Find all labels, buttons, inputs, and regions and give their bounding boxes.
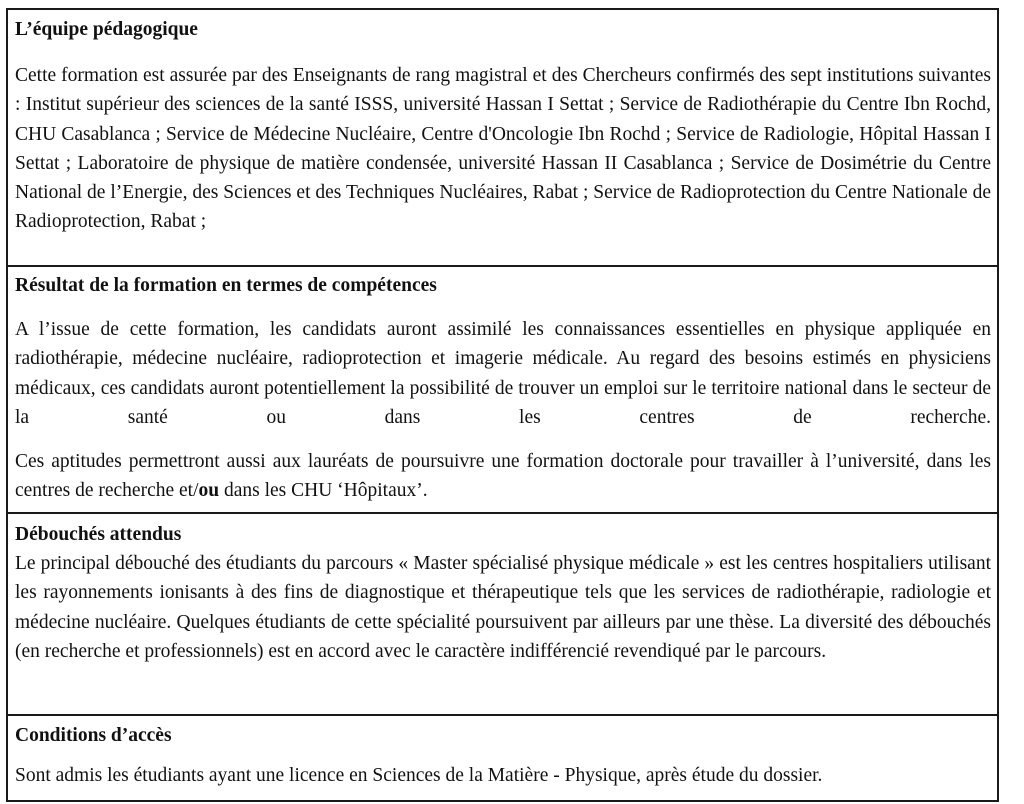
document-table	[6, 8, 999, 802]
section-title-debouches: Débouchés attendus	[15, 524, 182, 545]
section-equipe-pedagogique	[8, 10, 997, 267]
section-resultat-formation	[8, 267, 997, 514]
resultat-text-after: dans les CHU ‘Hôpitaux’.	[219, 480, 428, 502]
section-body-equipe: Cette formation est assurée par des Enseignants de rang magistral et des Chercheurs confirmés des sept institutions suivantes : Institut supérieur des sciences de la santé ISSS, université Hassan I Settat ; Service de Radiothérapie du Centre Ibn Rochd, CHU Casablanca ; Service de Médecine Nucléaire, Centre d'Oncologie Ibn Rochd ; Service de Radiologie, Hôpital Hassan I Settat ; Laboratoire de physique de matière condensée, université Hassan II Casablanca ; Service de Dosimétrie du Centre National de l’Energie, des Sciences et des Techniques Nucléaires, Rabat ; Service de Radioprotection du Centre Nationale de Radioprotection, Rabat ;	[15, 65, 991, 233]
section-title-resultat: Résultat de la formation en termes de compétences	[15, 275, 437, 296]
section-body-resultat-part2	[15, 447, 991, 506]
resultat-text-bold: ou	[198, 480, 220, 502]
section-title-equipe: L’équipe pédagogique	[15, 19, 198, 40]
section-body-debouches: Le principal débouché des étudiants du parcours « Master spécialisé physique médicale » est les centres hospitaliers utilisant les rayonnements ionisants à des fins de diagnostique et thérapeutique tels que les services de radiothérapie, radiologie et médecine nucléaire. Quelques étudiants de cette spécialité poursuivent par ailleurs par une thèse. La diversité des débouchés (en recherche et professionnels) est en accord avec le caractère indifférencié revendiqué par le parcours.	[15, 553, 991, 662]
section-debouches-attendus	[8, 514, 997, 716]
section-title-conditions: Conditions d’accès	[15, 725, 172, 746]
resultat-text-before: Ces aptitudes permettront aussi aux lauréats de poursuivre une formation doctorale pour travailler à l’université, dans les centres de recherche et/	[15, 451, 991, 502]
section-body-resultat-part1: A l’issue de cette formation, les candidats auront assimilé les connaissances essentielles en physique appliquée en radiothérapie, médecine nucléaire, radioprotection et imagerie médicale. Au regard des besoins estimés en physiciens médicaux, ces candidats auront potentiellement la possibilité de trouver un emploi sur le territoire national dans le secteur de la santé ou dans les centres de recherche.	[15, 319, 991, 428]
section-body-conditions: Sont admis les étudiants ayant une licence en Sciences de la Matière - Physique, après étude du dossier.	[15, 765, 823, 786]
section-conditions-acces	[8, 716, 997, 802]
